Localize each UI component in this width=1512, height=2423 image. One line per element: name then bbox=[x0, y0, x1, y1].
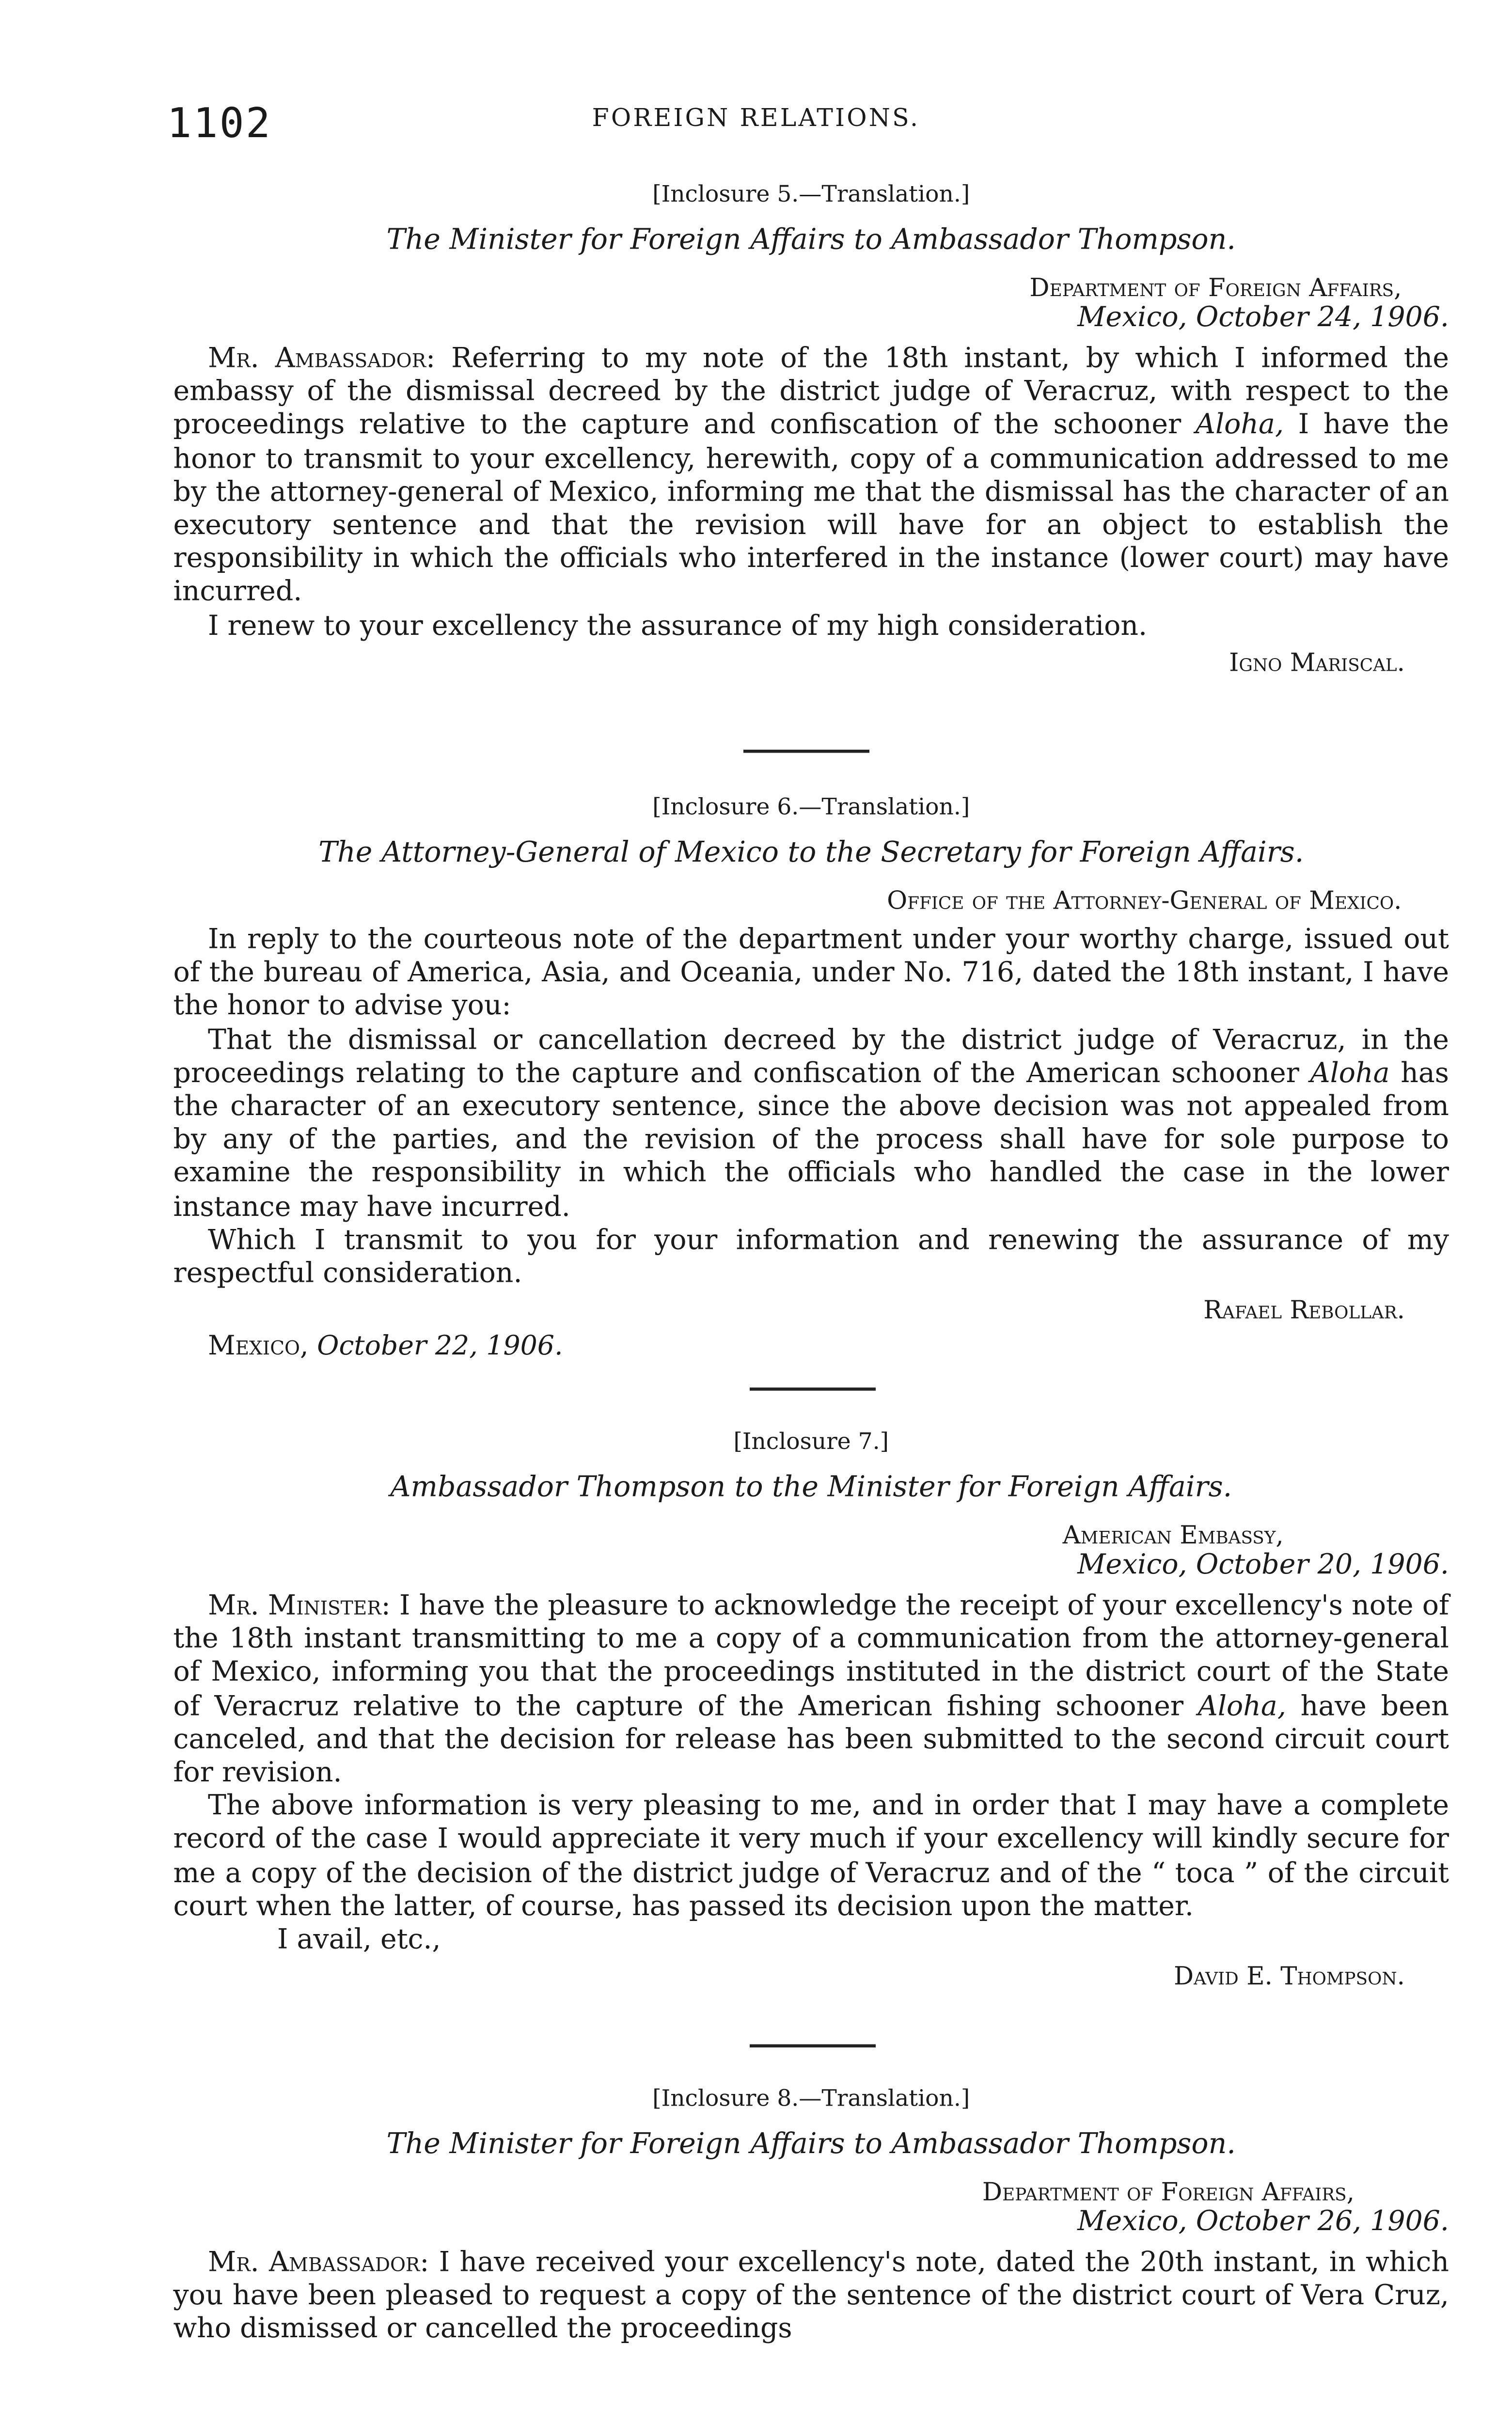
closing-dateline bbox=[173, 1331, 1449, 1363]
salutation: Mr. Minister: bbox=[208, 1590, 391, 1622]
inclosure-7-section bbox=[173, 1430, 1449, 1991]
letter-paragraph: Which I transmit to you for your information and renewing the assurance of my respectful consideration. bbox=[173, 1225, 1449, 1290]
signature: Igno Mariscal. bbox=[1229, 647, 1405, 677]
ship-name: Aloha, bbox=[1195, 410, 1284, 442]
closing-date: October 22, 1906. bbox=[317, 1331, 563, 1363]
salutation: Mr. Ambassador: bbox=[208, 343, 436, 375]
paragraph-text: That the dismissal or cancellation decreed by the district judge of Veracruz, in the proceedings relating to the capture and confiscation of the American schooner bbox=[173, 1024, 1449, 1090]
inclosure-label: [Inclosure 6.—Translation.] bbox=[652, 795, 970, 821]
inclosure-5-section bbox=[173, 183, 1449, 677]
paragraph-text: have been canceled, and that the decision for release has been submitted to the second circuit court for revision. bbox=[173, 1691, 1449, 1790]
inclosure-8-section bbox=[173, 2087, 1449, 2347]
inclosure-label: [Inclosure 7.] bbox=[733, 1430, 889, 1455]
letter-paragraph: The above information is very pleasing to me, and in order that I may have a complete record of the case I would appreciate it very much if your excellency will kindly secure for me a copy of the decision of the district judge of Veracruz and of the “ toca ” of the circuit court when the latter, of course, has passed its decision upon the matter. bbox=[173, 1791, 1449, 1923]
paragraph-text: Referring to my note of the 18th instant, by which I informed the embassy of the dismissal decreed by the district judge of Veracruz, with respect to the proceedings relative to the capture and confiscation of the schooner bbox=[173, 343, 1449, 442]
letter-paragraph: In reply to the courteous note of the department under your worthy charge, issued out of the bureau of America, Asia, and Oceania, under No. 716, dated the 18th instant, I have the honor to advise you: bbox=[173, 924, 1449, 1023]
paragraph-text: has the character of an executory sentence, since the above decision was not appealed from by any of the parties, and the revision of the process shall have for sole purpose to examine the responsibility in which the officials who handled the case in the lower instance may have incurred. bbox=[173, 1058, 1449, 1224]
letter-paragraph bbox=[173, 344, 1449, 611]
document-title: Ambassador Thompson to the Minister for Foreign Affairs. bbox=[390, 1471, 1232, 1504]
office-heading: Department of Foreign Affairs, bbox=[1029, 272, 1402, 302]
letter-paragraph bbox=[173, 1024, 1449, 1225]
section-divider bbox=[750, 1387, 876, 1391]
ship-name: Aloha, bbox=[1197, 1691, 1286, 1723]
signature: Rafael Rebollar. bbox=[1203, 1295, 1405, 1325]
letter-paragraph bbox=[173, 2248, 1449, 2348]
inclosure-6-section bbox=[173, 795, 1449, 1363]
document-title: The Minister for Foreign Affairs to Ambassador Thompson. bbox=[386, 2127, 1236, 2161]
office-heading: Department of Foreign Affairs, bbox=[982, 2176, 1354, 2207]
office-heading: Office of the Attorney-General of Mexico. bbox=[887, 885, 1402, 915]
paragraph-text: I have the pleasure to acknowledge the receipt of your excellency's note of the 18th instant transmitting to me a copy of a communication from the attorney-general of Mexico, informing you that the proceedings instituted in the district court of the State of Veracruz relative to the capture of the American fishing schooner bbox=[173, 1590, 1449, 1723]
paragraph-text: I have the honor to transmit to your excellency, herewith, copy of a communication addressed to me by the attorney-general of Mexico, informing me that the dismissal has the character of an executory sentence and that the revision will have for an object to establish the responsibility in which the officials who interfered in the instance (lower court) may have incurred. bbox=[173, 410, 1449, 609]
paragraph-text: I have received your excellency's note, dated the 20th instant, in which you have been pleased to request a copy of the sentence of the district court of Vera Cruz, who dismissed or cancelled the proceedings bbox=[173, 2247, 1449, 2346]
letter-paragraph: I avail, etc., bbox=[277, 1924, 441, 1956]
dateline: Mexico, October 26, 1906. bbox=[1077, 2206, 1449, 2238]
salutation: Mr. Ambassador: bbox=[208, 2247, 429, 2279]
signature: David E. Thompson. bbox=[1173, 1961, 1405, 1991]
inclosure-label: [Inclosure 8.—Translation.] bbox=[652, 2087, 970, 2112]
letter-paragraph: I renew to your excellency the assurance of my high consideration. bbox=[208, 610, 1148, 642]
running-title: FOREIGN RELATIONS. bbox=[592, 104, 920, 132]
page-number: 1102 bbox=[167, 101, 272, 148]
ship-name: Aloha bbox=[1310, 1058, 1390, 1090]
dateline: Mexico, October 20, 1906. bbox=[1077, 1550, 1449, 1581]
section-divider bbox=[743, 750, 869, 753]
document-title: The Attorney-General of Mexico to the Secretary for Foreign Affairs. bbox=[318, 836, 1304, 869]
document-title: The Minister for Foreign Affairs to Ambassador Thompson. bbox=[386, 223, 1236, 257]
office-heading: American Embassy, bbox=[1062, 1520, 1284, 1550]
section-divider bbox=[750, 2045, 876, 2048]
dateline: Mexico, October 24, 1906. bbox=[1077, 302, 1449, 334]
letter-paragraph bbox=[173, 1591, 1449, 1791]
closing-place: Mexico, bbox=[208, 1331, 309, 1363]
inclosure-label: [Inclosure 5.—Translation.] bbox=[652, 183, 970, 208]
